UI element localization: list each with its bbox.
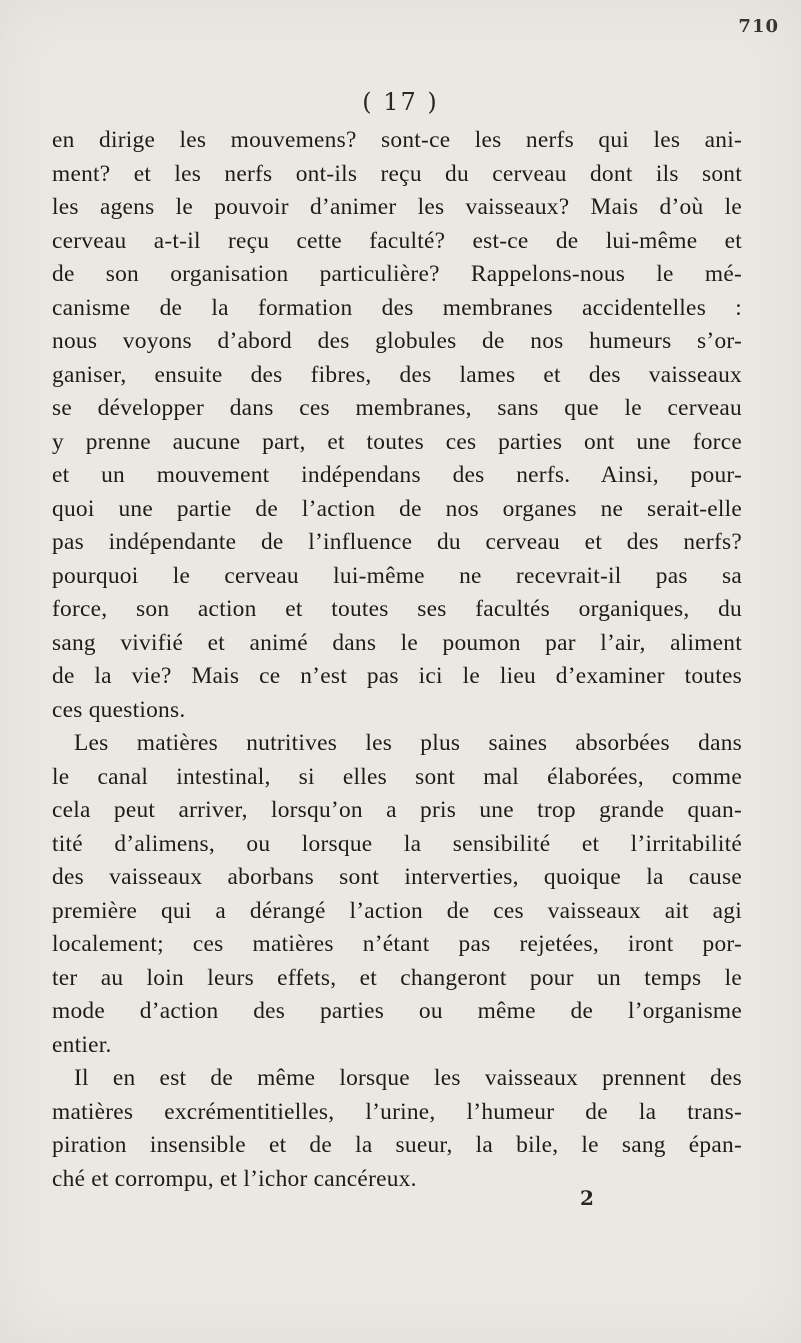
- text-line: pas indépendante de l’influence du cerveau et des nerfs?: [52, 529, 742, 555]
- text-line: de la vie? Mais ce n’est pas ici le lieu d’examiner toutes: [52, 663, 742, 689]
- text-line: ché et corrompu, et l’ichor cancéreux.: [52, 1165, 417, 1192]
- text-line: cerveau a-t-il reçu cette faculté? est-ce de lui-même et: [52, 227, 742, 254]
- text-line: ces questions.: [52, 696, 186, 723]
- text-line: Les matières nutritives les plus saines absorbées dans: [74, 730, 742, 756]
- text-line: canisme de la formation des membranes accidentelles :: [52, 294, 742, 321]
- text-line: se développer dans ces membranes, sans que le cerveau: [52, 395, 742, 421]
- text-line: cela peut arriver, lorsqu’on a pris une trop grande quan-: [52, 797, 742, 823]
- text-line: Il en est de même lorsque les vaisseaux prennent des: [74, 1065, 742, 1091]
- signature-mark: 2: [580, 1186, 594, 1210]
- corner-annotation: 710: [738, 16, 779, 37]
- text-line: localement; ces matières n’étant pas rejetées, iront por-: [52, 931, 742, 957]
- text-line: force, son action et toutes ses facultés organiques, du: [52, 596, 742, 622]
- text-line: première qui a dérangé l’action de ces vaisseaux ait agi: [52, 897, 742, 924]
- text-line: pourquoi le cerveau lui-même ne recevrait-il pas sa: [52, 562, 742, 589]
- text-line: nous voyons d’abord des globules de nos humeurs s’or-: [52, 328, 742, 354]
- text-line: ment? et les nerfs ont-ils reçu du cerveau dont ils sont: [52, 160, 742, 187]
- text-line: des vaisseaux aborbans sont interverties, quoique la cause: [52, 864, 742, 890]
- text-line: et un mouvement indépendans des nerfs. Ainsi, pour-: [52, 462, 742, 488]
- text-line: sang vivifié et animé dans le poumon par l’air, aliment: [52, 629, 742, 656]
- text-line: mode d’action des parties ou même de l’organisme: [52, 998, 742, 1024]
- text-line: tité d’alimens, ou lorsque la sensibilité et l’irritabilité: [52, 830, 742, 857]
- text-line: piration insensible et de la sueur, la bile, le sang épan-: [52, 1132, 742, 1158]
- text-line: ganiser, ensuite des fibres, des lames et des vaisseaux: [52, 361, 742, 388]
- text-line: de son organisation particulière? Rappelons-nous le mé-: [52, 261, 742, 287]
- page-number: ( 17 ): [362, 88, 439, 116]
- text-line: le canal intestinal, si elles sont mal élaborées, comme: [52, 763, 742, 790]
- text-line: les agens le pouvoir d’animer les vaisseaux? Mais d’où le: [52, 194, 742, 220]
- text-line: en dirige les mouvemens? sont-ce les nerfs qui les ani-: [52, 127, 742, 153]
- text-line: y prenne aucune part, et toutes ces parties ont une force: [52, 428, 742, 455]
- text-line: entier.: [52, 1031, 112, 1058]
- body-text: [52, 124, 742, 1196]
- text-line: matières excrémentitielles, l’urine, l’humeur de la trans-: [52, 1098, 742, 1125]
- text-line: ter au loin leurs effets, et changeront pour un temps le: [52, 964, 742, 991]
- text-line: quoi une partie de l’action de nos organes ne serait-elle: [52, 495, 742, 522]
